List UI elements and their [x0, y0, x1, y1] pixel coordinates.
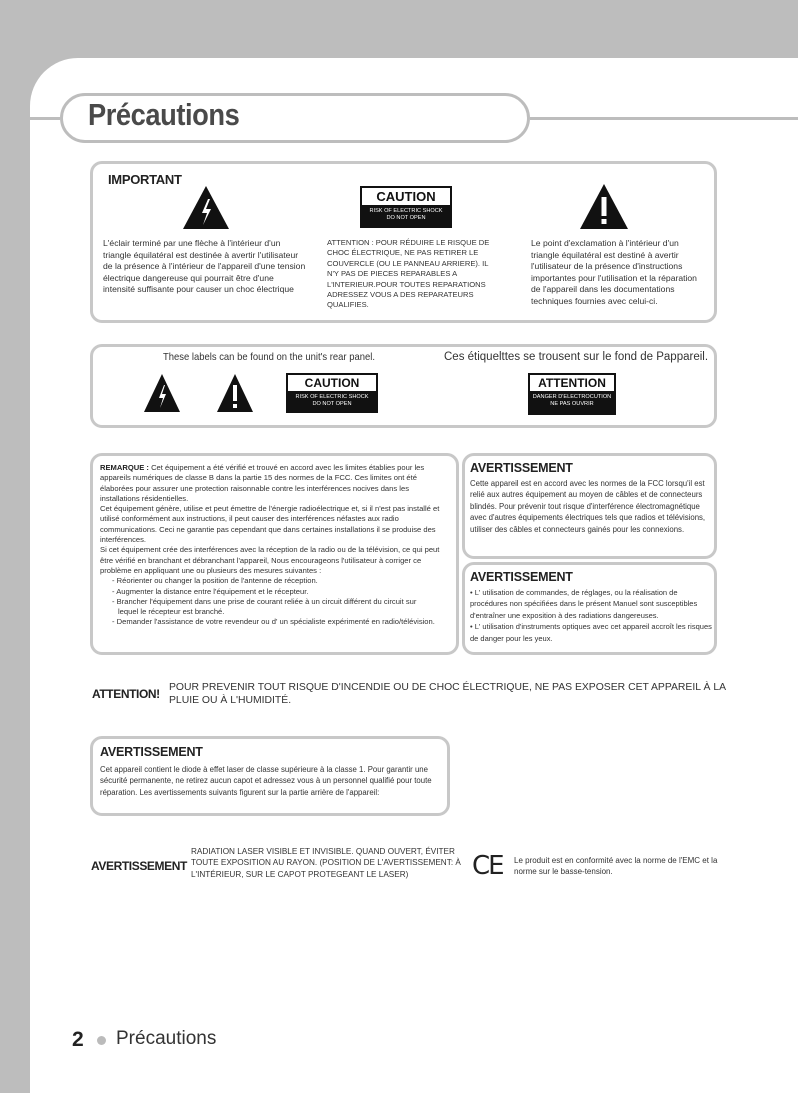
exclamation-triangle-icon	[579, 183, 629, 230]
avertissement-controls-head: AVERTISSEMENT	[470, 570, 573, 584]
remarque-item: - Augmenter la distance entre l'équipement et le récepteur.	[112, 586, 309, 596]
footer-section-title: Précautions	[116, 1028, 217, 1049]
caution-badge-line2: DO NOT OPEN	[386, 215, 426, 222]
caution-badge-head: CAUTION	[362, 188, 450, 205]
remarque-item: lequel le récepteur est branché.	[118, 607, 225, 617]
remarque-item: - Réorienter ou changer la position de l'antenne de réception.	[112, 576, 318, 586]
lightning-triangle-icon	[182, 185, 230, 230]
remarque-p1: Cet équipement a été vérifié et trouvé en accord avec les limites établies pour les appareils numériques de classe B dans la partie 15 des normes de la FCC. Ces limites ont été élaborées pour assurer une protection raisonnable contre les interférences nocives dans les installations résidentielles.	[100, 463, 425, 503]
title-rule-right	[530, 117, 798, 120]
caution-label-badge	[286, 373, 378, 413]
avertissement-controls-item: • L' utilisation d'instruments optiques avec cet appareil accroît les risques de danger pour les yeux.	[470, 622, 712, 643]
ce-mark-icon: CE	[472, 851, 503, 881]
remarque-item: - Demander l'assistance de votre revendeur ou d' un spécialiste expérimenté en radio/télévision.	[112, 617, 435, 627]
title-rule-left	[30, 117, 60, 120]
avertissement-fcc-text: Cette appareil est en accord avec les normes de la FCC lorsqu'il est relié aux autres équipement au moyen de câbles et de connecteurs blindés. Pour prévenir tout risque d'interférence électromagnétique avec d'autres équipements électriques tels que radios et télévisions, utiliser des câbles et connecteurs gainés pour les connexions.	[470, 479, 706, 534]
remarque-paragraph-2: Cet équipement génère, utilise et peut émettre de l'énergie radioélectrique et, si il n'est pas installé et utilisé conformément aux instructions, il peut causer des interférences néfastes aux radio communications. Ceci ne garantie pas cependant que dans certaines installations il se produise des interférences.	[100, 504, 440, 545]
remarque-paragraph-3: Si cet équipement crée des interférences avec la réception de la radio ou de la télévision, ce qui peut être vérifié en branchant et débranchant l'appareil, Nous encourageons l'utilisateur à corriger ce problème en appliquant une ou plusieurs des mesures suivantes :	[100, 545, 440, 575]
remarque-paragraph-1	[100, 463, 445, 504]
avertissement-controls-item: • L' utilisation de commandes, de réglages, ou la réalisation de procédures non spécifiées dans le présent Manuel sont susceptibles d'entraîner une exposition à des radiations dangereuses.	[470, 588, 698, 620]
caution-warning-text: ATTENTION : POUR RÉDUIRE LE RISQUE DE CHOC ÉLECTRIQUE, NE PAS RETIRER LE COUVERCLE (OU LE PANNEAU ARRIERE). IL N'Y PAS DE PIECES REPARABLES A L'INTERIEUR.POUR TOUTES REPARATIONS ADRESSEZ VOUS A DES REPARATEURS QUALIFIES.	[327, 238, 490, 310]
attention-badge-line1: DANGER D'ELECTROCUTION	[532, 394, 612, 400]
avertissement-laser-box-head: AVERTISSEMENT	[100, 745, 203, 759]
caution-badge-line1: RISK OF ELECTRIC SHOCK	[369, 208, 443, 214]
avertissement-laser-text: RADIATION LASER VISIBLE ET INVISIBLE. QUAND OUVERT, ÉVITER TOUTE EXPOSITION AU RAYON. (POSITION DE L'AVERTISSEMENT: À L'INTÉRIEUR, SUR LE CAPOT PROTEGEANT LE LASER)	[191, 847, 461, 879]
attention-label: ATTENTION!	[92, 687, 160, 701]
important-label: IMPORTANT	[108, 172, 182, 187]
lightning-triangle-icon	[143, 373, 181, 413]
avertissement-laser-label: AVERTISSEMENT	[91, 859, 187, 873]
caution-badge-head: CAUTION	[288, 375, 376, 391]
attention-label-badge	[528, 373, 616, 415]
page-number: 2	[72, 1028, 84, 1051]
attention-badge-line2: NE PAS OUVRIR	[550, 401, 594, 408]
remarque-item: - Brancher l'équipement dans une prise de courant reliée à un circuit différent du circuit sur	[112, 596, 417, 606]
remarque-text	[100, 463, 445, 628]
exclamation-warning-text: Le point d'exclamation à l'intérieur d'un triangle équilatéral est destiné à avertir l'utilisateur de la présence d'instructions importantes pour l'utilisation et la réparation de l'appareil dans les documentations techniques fournies avec celui-ci.	[531, 238, 697, 306]
caution-badge-line1: RISK OF ELECTRIC SHOCK	[295, 394, 369, 400]
exclamation-triangle-icon	[216, 373, 254, 413]
caution-label-badge	[360, 186, 452, 228]
page-title: Précautions	[88, 97, 240, 132]
footer-bullet-icon	[97, 1036, 106, 1045]
avertissement-laser-box-text: Cet appareil contient le diode à effet laser de classe supérieure à la classe 1. Pour garantir une sécurité permanente, ne retirez aucun capot et adressez vous à un personnel qualifié pour toute réparation. Les avertissements suivants figurent sur la partie arrière de l'appareil:	[100, 765, 432, 797]
attention-text: POUR PREVENIR TOUT RISQUE D'INCENDIE OU DE CHOC ÉLECTRIQUE, NE PAS EXPOSER CET APPAREIL À LA PLUIE OU À L'HUMIDITÉ.	[169, 682, 726, 706]
attention-badge-head: ATTENTION	[530, 375, 614, 391]
labels-french-text: Ces étiquelttes se trousent sur le fond de Pappareil.	[444, 351, 709, 363]
avertissement-controls-list	[470, 587, 712, 644]
labels-english-text: These labels can be found on the unit's rear panel.	[163, 351, 375, 363]
ce-conformity-text: Le produit est en conformité avec la norme de l'EMC et la norme sur le basse-tension.	[514, 856, 718, 876]
avertissement-fcc-head: AVERTISSEMENT	[470, 461, 573, 475]
lightning-warning-text: L'éclair terminé par une flèche à l'intérieur d'un triangle équilatéral est destinée à avertir l'utilisateur de la présence à l'intérieur de l'appareil d'une tension électrique dangereuse qui pourrait être d'une intensité suffisante pour causer un choc électrique	[103, 238, 306, 295]
caution-badge-line2: DO NOT OPEN	[312, 401, 352, 408]
remarque-label: REMARQUE :	[100, 463, 149, 472]
